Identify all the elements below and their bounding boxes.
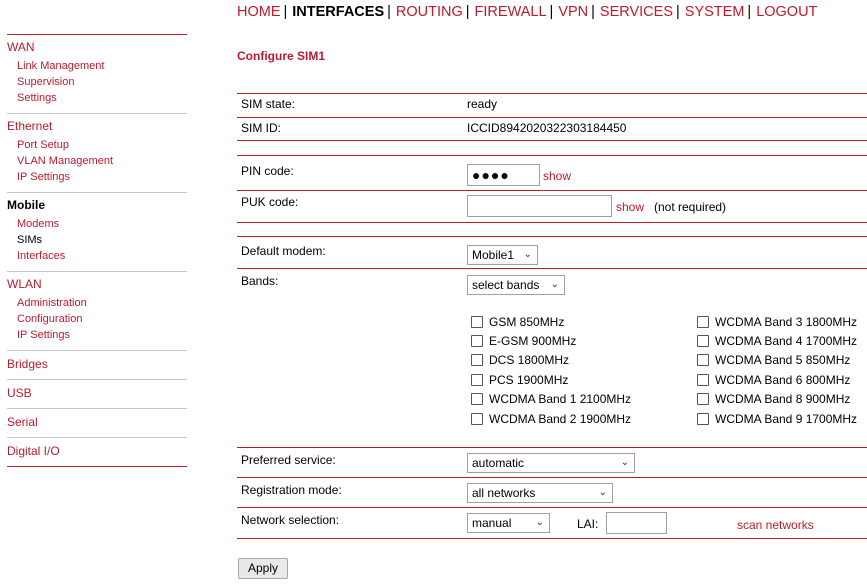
sidebar-group-ethernet xyxy=(7,113,187,192)
band-checkbox-wcdma-2[interactable] xyxy=(471,412,631,426)
pin-show-link[interactable]: show xyxy=(543,169,572,183)
sidebar-item-wan-settings[interactable]: Settings xyxy=(17,92,57,104)
sidebar-group-mobile xyxy=(7,192,187,271)
sidebar-item-digital-io[interactable]: Digital I/O xyxy=(7,444,60,458)
band-checkbox-wcdma-6[interactable] xyxy=(697,373,850,387)
sidebar-item-administration[interactable]: Administration xyxy=(17,297,87,309)
nav-system[interactable]: SYSTEM xyxy=(684,4,745,20)
band-checkbox-wcdma-1[interactable] xyxy=(471,392,631,406)
band-label: E-GSM 900MHz xyxy=(489,334,577,348)
lai-label: LAI: xyxy=(577,517,599,531)
sim-id-label: SIM ID: xyxy=(241,121,282,135)
registration-mode-row xyxy=(237,479,867,507)
checkbox-icon[interactable] xyxy=(471,393,483,405)
sidebar-item-bridges[interactable]: Bridges xyxy=(7,357,48,371)
sidebar-group-usb xyxy=(7,379,187,408)
checkbox-icon[interactable] xyxy=(697,374,709,386)
sidebar-item-wlan[interactable]: WLAN xyxy=(7,277,42,291)
nav-home[interactable]: HOME xyxy=(237,4,281,20)
sim-id-value: ICCID8942020322303184450 xyxy=(467,121,627,135)
sim-state-row xyxy=(237,97,867,117)
lai-input[interactable] xyxy=(606,512,667,534)
puk-row xyxy=(237,192,867,222)
bands-select[interactable] xyxy=(467,275,565,295)
scan-networks-link[interactable]: scan networks xyxy=(737,518,814,532)
chevron-down-icon: ⌄ xyxy=(550,279,559,290)
checkbox-icon[interactable] xyxy=(471,316,483,328)
sidebar-item-vlan-management[interactable]: VLAN Management xyxy=(17,155,113,167)
sidebar-item-modems[interactable]: Modems xyxy=(17,218,60,230)
nav-vpn[interactable]: VPN xyxy=(558,4,589,20)
band-checkbox-wcdma-5[interactable] xyxy=(697,353,850,367)
sim-state-value: ready xyxy=(467,97,498,111)
sidebar-item-sims[interactable]: SIMs xyxy=(17,234,43,246)
divider xyxy=(237,477,867,478)
sidebar-bottom-rule xyxy=(7,466,187,467)
band-label: GSM 850MHz xyxy=(489,315,565,329)
band-label: WCDMA Band 8 900MHz xyxy=(715,392,851,406)
nav-interfaces[interactable]: INTERFACES xyxy=(292,4,385,20)
divider xyxy=(237,117,867,118)
band-checkbox-egsm-900[interactable] xyxy=(471,334,576,348)
registration-mode-label: Registration mode: xyxy=(241,483,342,497)
sim-id-row xyxy=(237,121,867,141)
apply-button[interactable]: Apply xyxy=(238,558,288,579)
puk-note: (not required) xyxy=(654,200,727,214)
band-label: WCDMA Band 5 850MHz xyxy=(715,353,851,367)
network-selection-label: Network selection: xyxy=(241,513,340,527)
band-label: WCDMA Band 9 1700MHz xyxy=(715,412,858,426)
nav-separator: | xyxy=(549,4,554,20)
divider xyxy=(237,268,867,269)
nav-logout[interactable]: LOGOUT xyxy=(756,4,818,20)
nav-routing[interactable]: ROUTING xyxy=(395,4,463,20)
sidebar-group-digital-io xyxy=(7,437,187,466)
sidebar-item-configuration[interactable]: Configuration xyxy=(17,313,83,325)
default-modem-select[interactable] xyxy=(467,245,538,265)
preferred-service-label: Preferred service: xyxy=(241,453,336,467)
top-navigation xyxy=(237,4,817,22)
nav-separator: | xyxy=(676,4,680,20)
checkbox-icon[interactable] xyxy=(697,354,709,366)
sidebar-item-link-management[interactable]: Link Management xyxy=(17,60,105,72)
band-checkbox-wcdma-4[interactable] xyxy=(697,334,857,348)
preferred-service-value: automatic xyxy=(472,456,525,470)
divider xyxy=(237,140,867,141)
sidebar-item-port-setup[interactable]: Port Setup xyxy=(17,139,69,151)
band-checkbox-dcs-1800[interactable] xyxy=(471,353,569,367)
bands-select-value: select bands xyxy=(472,278,540,292)
preferred-service-row xyxy=(237,449,867,477)
chevron-down-icon: ⌄ xyxy=(598,487,607,498)
sidebar-item-supervision[interactable]: Supervision xyxy=(17,76,75,88)
puk-label: PUK code: xyxy=(241,195,299,209)
divider xyxy=(237,447,867,448)
preferred-service-select[interactable] xyxy=(467,453,635,473)
band-checkbox-gsm-850[interactable] xyxy=(471,315,564,329)
sidebar-item-usb[interactable]: USB xyxy=(7,386,32,400)
nav-firewall[interactable]: FIREWALL xyxy=(474,4,547,20)
default-modem-value: Mobile1 xyxy=(472,248,515,262)
sidebar-group-serial xyxy=(7,408,187,437)
sidebar-item-mobile-interfaces[interactable]: Interfaces xyxy=(17,250,66,262)
band-checkbox-pcs-1900[interactable] xyxy=(471,373,568,387)
default-modem-row xyxy=(237,238,867,268)
band-checkbox-wcdma-3[interactable] xyxy=(697,315,857,329)
bands-row xyxy=(237,270,867,446)
band-checkbox-wcdma-9[interactable] xyxy=(697,412,857,426)
checkbox-icon[interactable] xyxy=(471,374,483,386)
pin-label: PIN code: xyxy=(241,164,294,178)
band-label: WCDMA Band 4 1700MHz xyxy=(715,334,858,348)
band-checkbox-wcdma-8[interactable] xyxy=(697,392,850,406)
pin-input[interactable]: ●●●● xyxy=(467,164,540,186)
chevron-down-icon: ⌄ xyxy=(620,457,629,468)
registration-mode-select[interactable] xyxy=(467,483,613,503)
nav-separator: | xyxy=(387,4,391,20)
network-selection-value: manual xyxy=(472,516,512,530)
checkbox-icon[interactable] xyxy=(471,335,483,347)
checkbox-icon[interactable] xyxy=(697,335,709,347)
checkbox-icon[interactable] xyxy=(697,316,709,328)
network-selection-row xyxy=(237,509,867,538)
band-label: PCS 1900MHz xyxy=(489,373,569,387)
puk-input[interactable] xyxy=(467,195,612,217)
divider xyxy=(237,507,867,508)
sidebar-group-bridges xyxy=(7,350,187,379)
sidebar-group-wlan xyxy=(7,271,187,350)
nav-services[interactable]: SERVICES xyxy=(599,4,673,20)
sim-state-label: SIM state: xyxy=(241,97,296,111)
sidebar-group-wan xyxy=(7,34,187,113)
checkbox-icon[interactable] xyxy=(471,413,483,425)
divider xyxy=(237,236,867,237)
band-label: DCS 1800MHz xyxy=(489,353,570,367)
band-label: WCDMA Band 2 1900MHz xyxy=(489,412,632,426)
divider xyxy=(237,155,867,156)
sidebar-item-ethernet-ip-settings[interactable]: IP Settings xyxy=(17,171,70,183)
checkbox-icon[interactable] xyxy=(471,354,483,366)
sidebar-item-serial[interactable]: Serial xyxy=(7,415,38,429)
nav-separator: | xyxy=(465,4,470,20)
sidebar-item-mobile[interactable]: Mobile xyxy=(7,198,45,212)
divider xyxy=(237,190,867,191)
bands-label: Bands: xyxy=(241,274,279,288)
registration-mode-value: all networks xyxy=(472,486,536,500)
band-label: WCDMA Band 6 800MHz xyxy=(715,373,851,387)
nav-separator: | xyxy=(747,4,752,20)
divider xyxy=(237,222,867,223)
network-selection-select[interactable] xyxy=(467,513,550,533)
nav-separator: | xyxy=(283,4,288,20)
default-modem-label: Default modem: xyxy=(241,244,326,258)
chevron-down-icon: ⌄ xyxy=(535,517,544,528)
divider xyxy=(237,93,867,94)
sidebar-item-wan[interactable]: WAN xyxy=(7,40,35,54)
checkbox-icon[interactable] xyxy=(697,393,709,405)
page-title: Configure SIM1 xyxy=(237,49,326,63)
puk-show-link[interactable]: show xyxy=(616,200,645,214)
sidebar-item-ethernet[interactable]: Ethernet xyxy=(7,119,53,133)
sidebar-item-wlan-ip-settings[interactable]: IP Settings xyxy=(17,329,70,341)
band-label: WCDMA Band 1 2100MHz xyxy=(489,392,632,406)
band-label: WCDMA Band 3 1800MHz xyxy=(715,315,858,329)
chevron-down-icon: ⌄ xyxy=(523,249,532,260)
divider xyxy=(237,538,867,539)
checkbox-icon[interactable] xyxy=(697,413,709,425)
pin-row xyxy=(237,158,867,190)
nav-separator: | xyxy=(591,4,595,20)
sidebar xyxy=(7,34,187,467)
